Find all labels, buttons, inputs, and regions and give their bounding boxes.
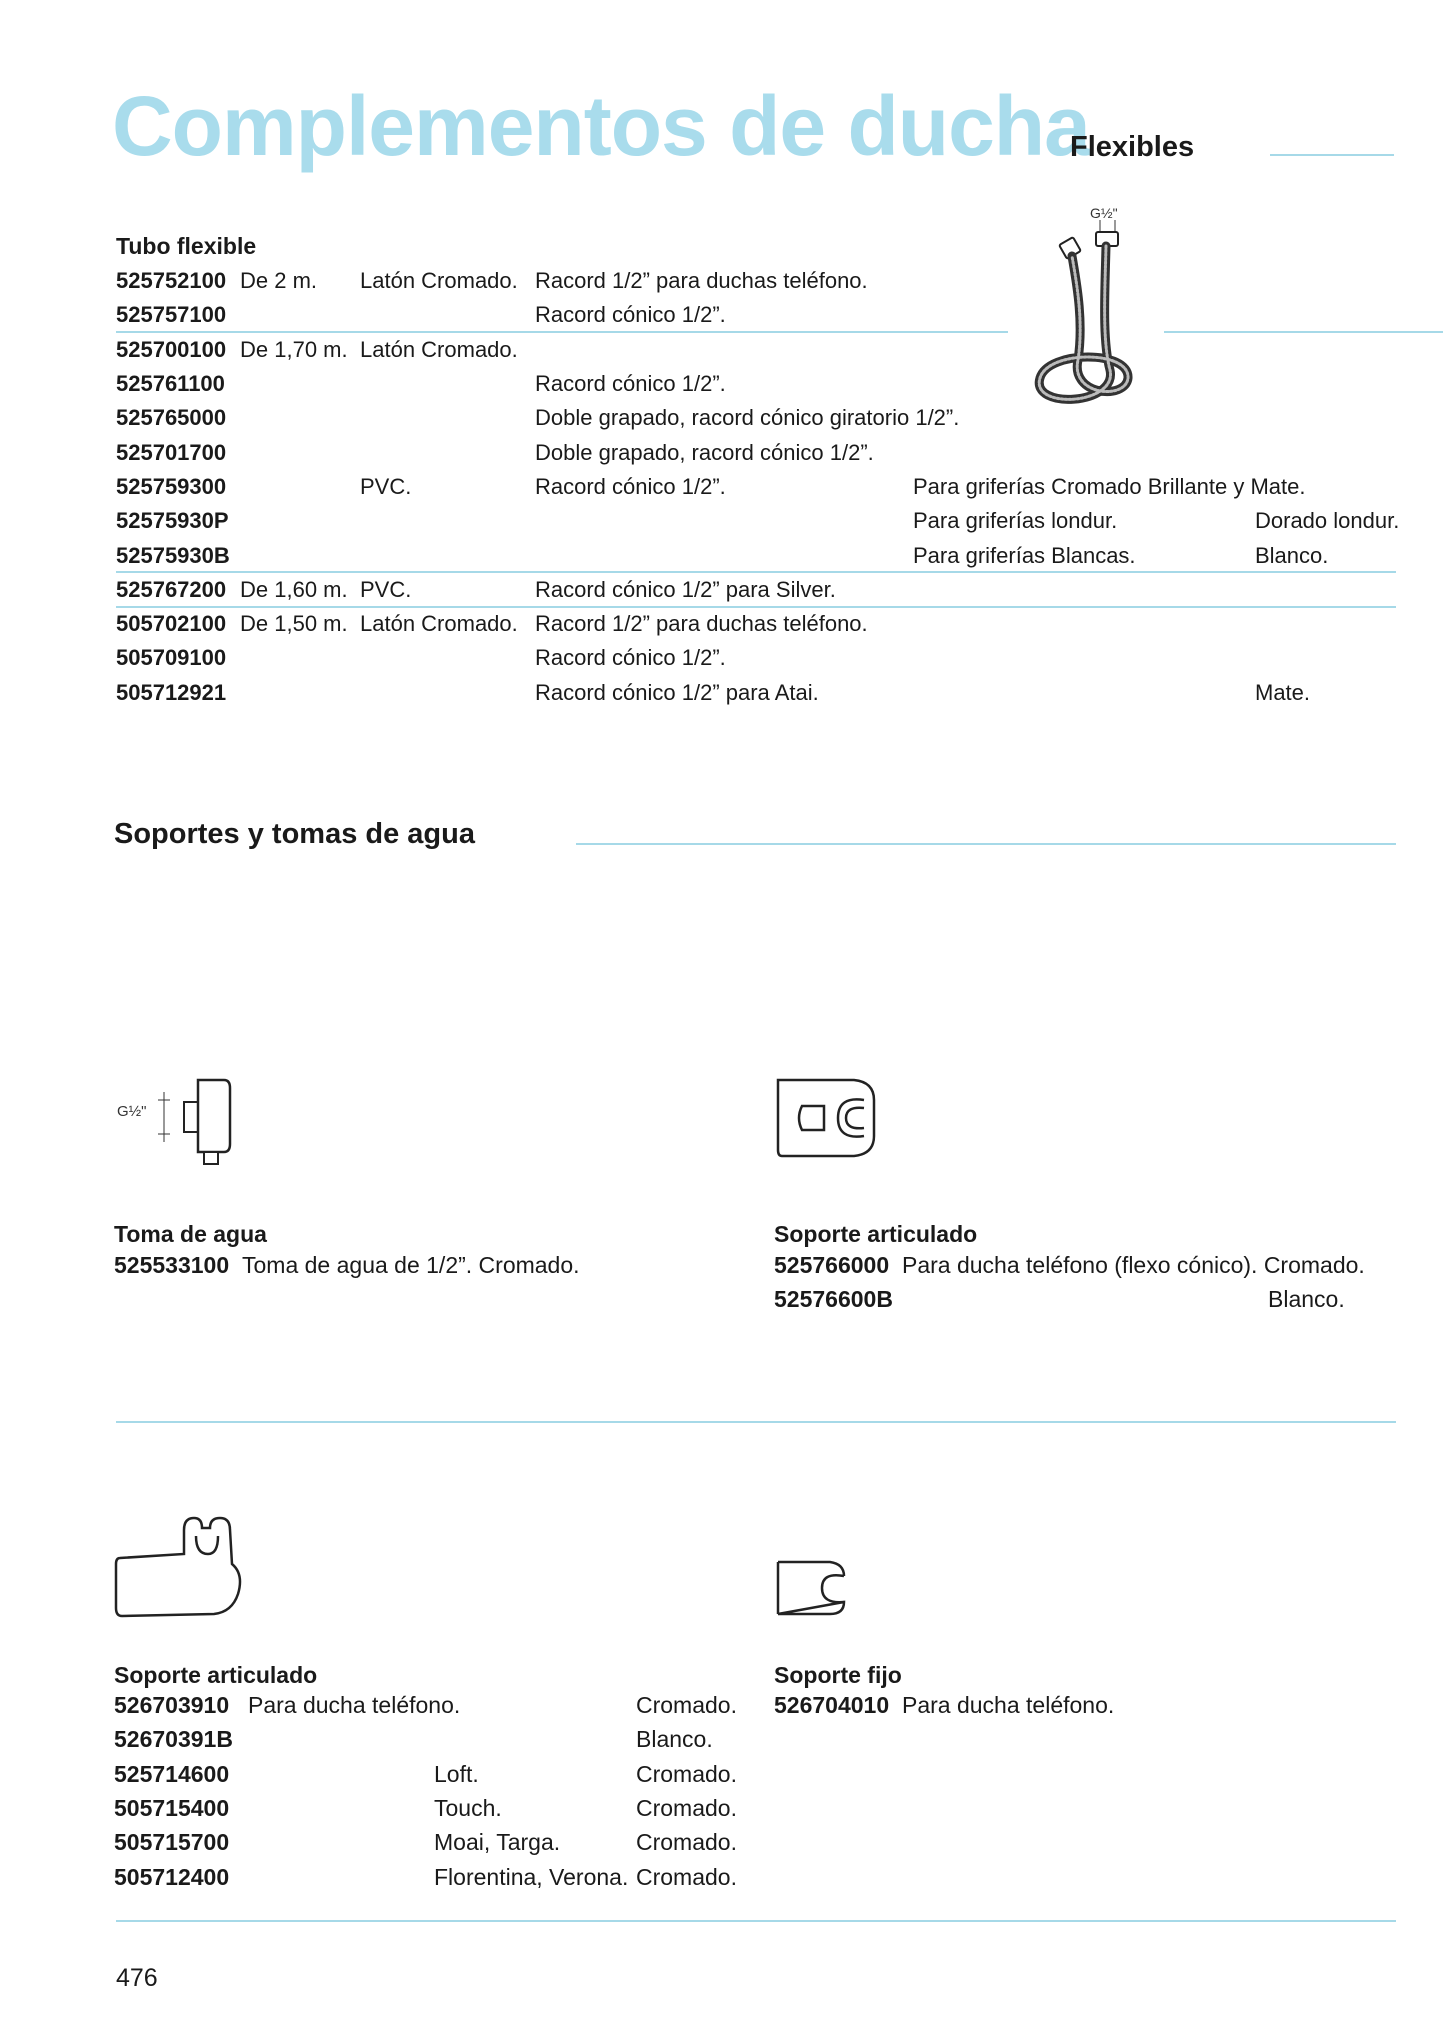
section-divider	[116, 1421, 1396, 1423]
hose-description: Racord cónico 1/2” para Silver.	[535, 577, 836, 602]
list-item	[114, 1252, 714, 1286]
list-item	[774, 1286, 1394, 1320]
product-description: Blanco.	[1268, 1286, 1345, 1312]
product-model: Moai, Targa.	[434, 1829, 561, 1855]
product-code: 525757100	[116, 302, 227, 327]
hose-description: Racord 1/2” para duchas teléfono.	[535, 611, 868, 636]
product-code: 52575930P	[116, 508, 229, 533]
hose-description: Racord cónico 1/2” para Atai.	[535, 680, 819, 705]
hose-material: PVC.	[360, 577, 412, 602]
product-code: 505709100	[116, 645, 227, 670]
flexibles-heading-rule	[1270, 154, 1394, 156]
hose-finish: Mate.	[1255, 680, 1311, 705]
list-item	[114, 1829, 754, 1863]
footer-divider	[116, 1920, 1396, 1922]
product-code: 525759300	[116, 474, 227, 499]
flexibles-table	[116, 264, 1400, 724]
product-finish: Cromado.	[636, 1761, 737, 1787]
product-code: 525765000	[116, 405, 227, 430]
hose-length: De 1,50 m.	[240, 611, 348, 636]
product-code: 526703910	[114, 1692, 230, 1718]
hose-description: Racord cónico 1/2”.	[535, 474, 726, 499]
product-code: 52575930B	[116, 543, 230, 568]
product-code: 505702100	[116, 611, 227, 636]
soporte-fijo-title: Soporte fijo	[774, 1662, 902, 1688]
hose-material: Latón Cromado.	[360, 268, 518, 293]
list-item	[114, 1761, 754, 1795]
product-code: 52576600B	[774, 1286, 893, 1312]
hose-length: De 2 m.	[240, 268, 318, 293]
shower-holder-icon	[774, 1076, 884, 1160]
hose-material: Latón Cromado.	[360, 611, 518, 636]
product-code: 525533100	[114, 1252, 230, 1278]
product-model: Touch.	[434, 1795, 502, 1821]
product-finish: Cromado.	[636, 1864, 737, 1890]
hose-thread-label: G½"	[1090, 205, 1118, 221]
product-code: 505715400	[114, 1795, 230, 1821]
fixed-holder-icon	[774, 1558, 854, 1620]
hose-material: Latón Cromado.	[360, 337, 518, 362]
product-code: 505712400	[114, 1864, 230, 1890]
hose-description: Doble grapado, racord cónico 1/2”.	[535, 440, 874, 465]
hose-material: PVC.	[360, 474, 412, 499]
soporte-articulado-2-list	[114, 1692, 754, 1902]
hose-use: Para griferías Blancas.	[913, 543, 1136, 568]
water-outlet-icon	[112, 1070, 252, 1170]
product-code: 525766000	[774, 1252, 890, 1278]
hose-use: Para griferías londur.	[913, 508, 1118, 533]
soporte-articulado-title: Soporte articulado	[774, 1221, 978, 1247]
hose-finish: Blanco.	[1255, 543, 1329, 568]
wall-bracket-icon	[114, 1514, 254, 1620]
list-item	[114, 1726, 754, 1760]
product-code: 505715700	[114, 1829, 230, 1855]
product-code: 525761100	[116, 371, 225, 396]
soportes-heading-rule	[576, 843, 1396, 845]
product-description: Para ducha teléfono.	[248, 1692, 461, 1718]
toma-de-agua-figure	[112, 1070, 252, 1170]
product-code: 525714600	[114, 1761, 230, 1787]
list-item	[774, 1692, 1374, 1726]
soporte-articulado-2-title: Soporte articulado	[114, 1662, 318, 1688]
product-code: 525767200	[116, 577, 227, 602]
hose-use: Para griferías Cromado Brillante y Mate.	[913, 474, 1306, 499]
hose-description: Racord 1/2” para duchas teléfono.	[535, 268, 868, 293]
product-finish: Blanco.	[636, 1726, 713, 1752]
hose-length: De 1,60 m.	[240, 577, 348, 602]
flexibles-heading: Flexibles	[1070, 131, 1195, 163]
soportes-heading: Soportes y tomas de agua	[114, 818, 475, 850]
hose-description: Doble grapado, racord cónico giratorio 1/2”.	[535, 405, 960, 430]
product-finish: Cromado.	[636, 1829, 737, 1855]
hose-description: Racord cónico 1/2”.	[535, 371, 726, 396]
hose-finish: Dorado londur.	[1255, 508, 1400, 533]
product-finish: Cromado.	[636, 1795, 737, 1821]
list-item	[114, 1864, 754, 1898]
soporte-articulado-figure	[774, 1076, 884, 1160]
product-code: 525701700	[116, 440, 227, 465]
hose-length: De 1,70 m.	[240, 337, 348, 362]
soporte-articulado-2-figure	[114, 1514, 254, 1620]
page-title: Complementos de ducha	[112, 79, 1090, 173]
list-item	[774, 1252, 1394, 1286]
product-code: 505712921	[116, 680, 227, 705]
tubo-flexible-title: Tubo flexible	[116, 233, 257, 259]
outlet-thread-label: G½"	[117, 1103, 147, 1120]
product-model: Loft.	[434, 1761, 479, 1787]
hose-description: Racord cónico 1/2”.	[535, 645, 726, 670]
product-model: Florentina, Verona.	[434, 1864, 629, 1890]
hose-description: Racord cónico 1/2”.	[535, 302, 726, 327]
product-description: Para ducha teléfono (flexo cónico). Cromado.	[902, 1252, 1365, 1278]
product-description: Para ducha teléfono.	[902, 1692, 1115, 1718]
page-number: 476	[116, 1964, 158, 1992]
product-description: Toma de agua de 1/2”. Cromado.	[242, 1252, 580, 1278]
product-code: 525700100	[116, 337, 227, 362]
list-item	[114, 1795, 754, 1829]
product-code: 526704010	[774, 1692, 890, 1718]
product-code: 52670391B	[114, 1726, 233, 1752]
list-item	[114, 1692, 754, 1726]
soporte-fijo-figure	[774, 1558, 854, 1620]
toma-de-agua-title: Toma de agua	[114, 1221, 267, 1247]
table-rule	[1164, 331, 1443, 333]
product-code: 525752100	[116, 268, 227, 293]
product-finish: Cromado.	[636, 1692, 737, 1718]
